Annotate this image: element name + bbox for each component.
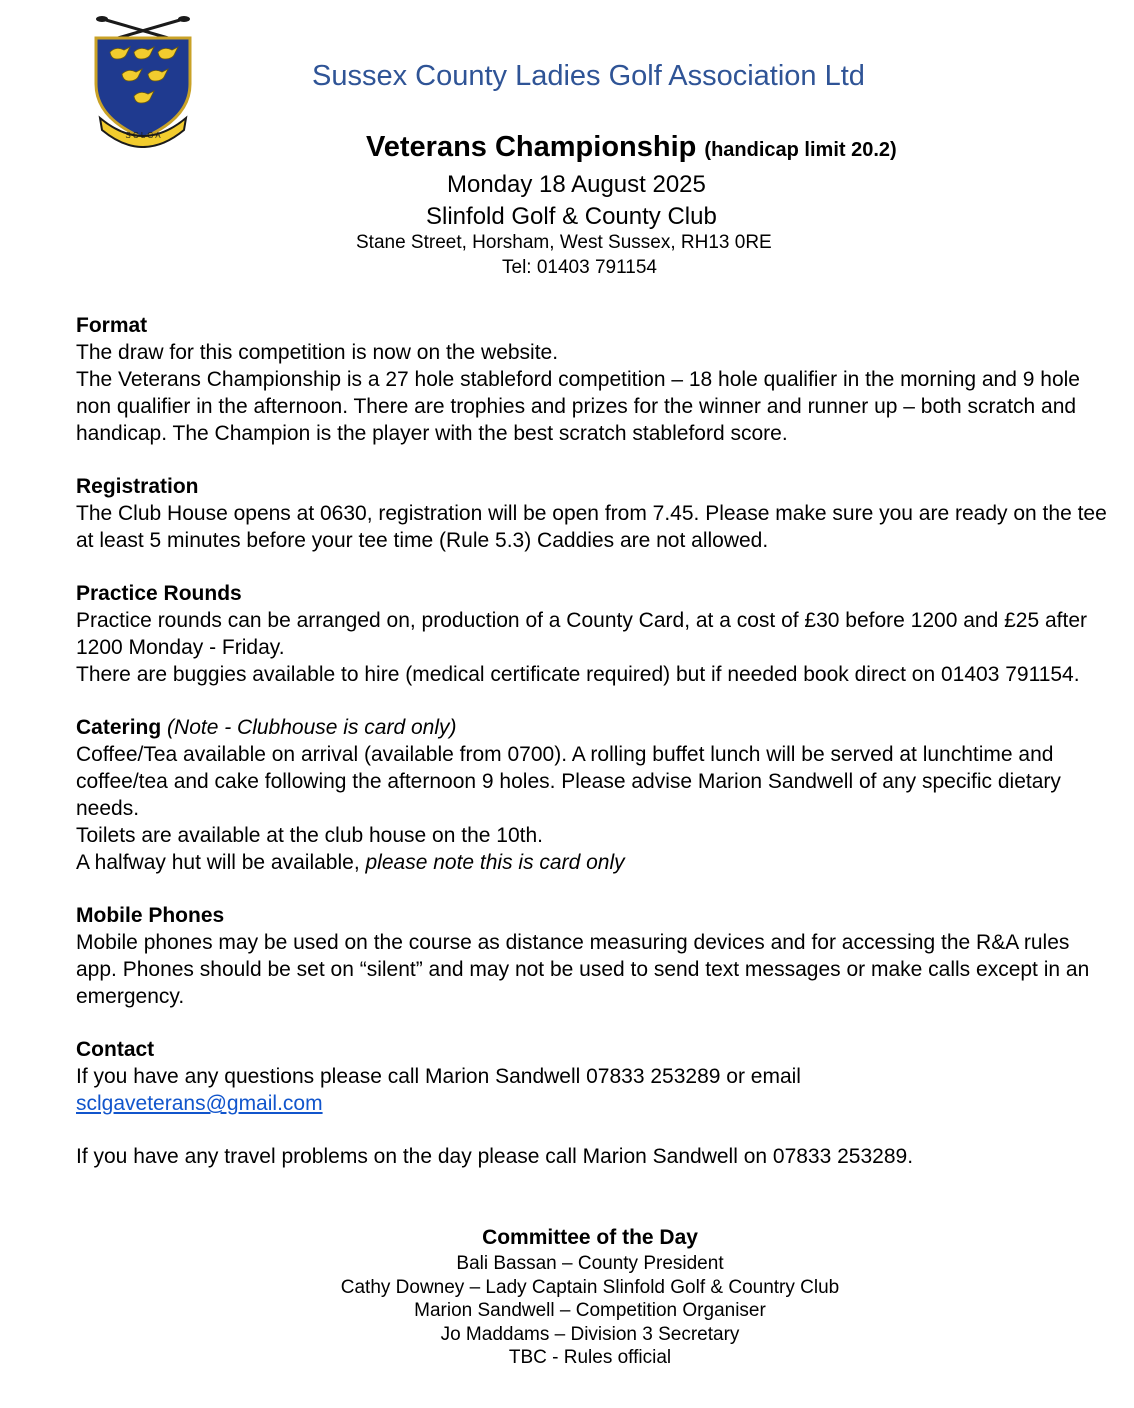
travel-section	[76, 1143, 1116, 1170]
committee-block	[0, 1225, 1134, 1370]
document-body	[76, 312, 1116, 1196]
committee-heading: Committee of the Day	[482, 1226, 698, 1249]
crest-letters: S C L G A	[125, 131, 161, 140]
catering-line-3	[76, 849, 1116, 876]
practice-section	[76, 580, 1116, 688]
format-section	[76, 312, 1116, 447]
practice-line-1: Practice rounds can be arranged on, production of a County Card, at a cost of £30 before 1200 and £25 after 1200 Monday - Friday.	[76, 609, 1087, 659]
format-line-1: The draw for this competition is now on the website.	[76, 341, 559, 364]
sclga-crest-logo	[88, 14, 198, 148]
catering-heading-text: Catering	[76, 716, 162, 739]
contact-line-1: If you have any questions please call Marion Sandwell 07833 253289 or email	[76, 1065, 801, 1088]
practice-heading: Practice Rounds	[76, 582, 242, 605]
registration-section	[76, 473, 1116, 554]
venue-address: Stane Street, Horsham, West Sussex, RH13 0RE	[356, 232, 772, 253]
mobile-section	[76, 902, 1116, 1010]
format-line-2: The Veterans Championship is a 27 hole stableford competition – 18 hole qualifier in the morning and 9 hole non qualifier in the afternoon. There are trophies and prizes for the winner and runner up – both scratch and handicap. The Champion is the player with the best scratch stableford score.	[76, 368, 1080, 445]
contact-heading: Contact	[76, 1038, 155, 1061]
event-title	[366, 131, 897, 164]
catering-line-2: Toilets are available at the club house on the 10th.	[76, 824, 543, 847]
committee-member: Jo Maddams – Division 3 Secretary	[440, 1323, 740, 1345]
contact-section	[76, 1036, 1116, 1117]
travel-text: If you have any travel problems on the day please call Marion Sandwell on 07833 253289.	[76, 1145, 914, 1168]
mobile-heading: Mobile Phones	[76, 904, 225, 927]
catering-line-3-plain: A halfway hut will be available,	[76, 851, 366, 874]
committee-member: Cathy Downey – Lady Captain Slinfold Golf & Country Club	[340, 1276, 840, 1298]
format-heading: Format	[76, 314, 148, 337]
catering-heading	[76, 714, 1116, 741]
catering-note: (Note - Clubhouse is card only)	[167, 716, 457, 739]
mobile-text: Mobile phones may be used on the course as distance measuring devices and for accessing the R&A rules app. Phones should be set on “silent” and may not be used to send text messages or make calls except in an emergency.	[76, 931, 1090, 1008]
committee-member: TBC - Rules official	[508, 1347, 672, 1369]
catering-line-1: Coffee/Tea available on arrival (available from 0700). A rolling buffet lunch will be served at lunchtime and coffee/tea and cake following the afternoon 9 holes. Please advise Marion Sandwell of any specific dietary needs.	[76, 743, 1061, 820]
registration-heading: Registration	[76, 475, 199, 498]
event-venue: Slinfold Golf & County Club	[426, 203, 717, 230]
event-date: Monday 18 August 2025	[447, 171, 706, 198]
contact-email-link[interactable]: sclgaveterans@gmail.com	[76, 1092, 323, 1115]
event-title-text: Veterans Championship	[366, 131, 697, 163]
committee-member: Marion Sandwell – Competition Organiser	[414, 1300, 766, 1322]
venue-telephone: Tel: 01403 791154	[502, 257, 657, 278]
organisation-title: Sussex County Ladies Golf Association Ltd	[312, 60, 865, 92]
committee-member: Bali Bassan – County President	[456, 1253, 724, 1274]
practice-line-2: There are buggies available to hire (medical certificate required) but if needed book direct on 01403 791154.	[76, 663, 1080, 686]
catering-line-3-italic: please note this is card only	[365, 851, 625, 874]
handicap-limit: (handicap limit 20.2)	[704, 139, 897, 161]
registration-text: The Club House opens at 0630, registration will be open from 7.45. Please make sure you are ready on the tee at least 5 minutes before your tee time (Rule 5.3) Caddies are not allowed.	[76, 502, 1107, 552]
catering-section	[76, 714, 1116, 876]
